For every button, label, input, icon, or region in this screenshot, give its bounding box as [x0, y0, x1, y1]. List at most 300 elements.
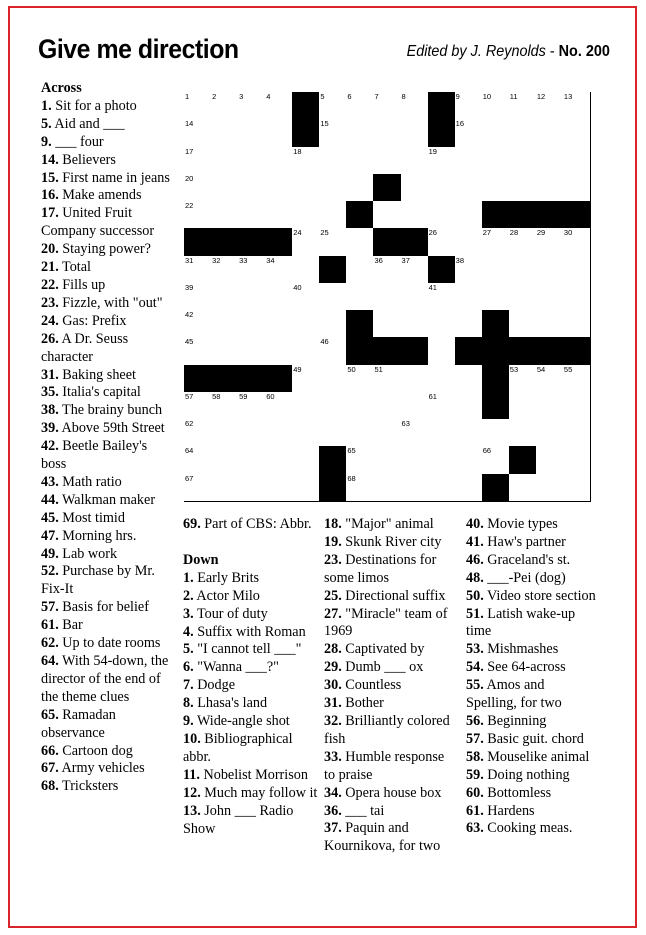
clue	[324, 713, 456, 749]
grid-cell[interactable]	[428, 446, 456, 474]
cell-number: 33	[239, 255, 248, 265]
grid-cell[interactable]	[319, 419, 347, 447]
grid-cell[interactable]	[536, 446, 564, 474]
black-square	[211, 365, 239, 393]
black-square	[346, 310, 374, 338]
grid-cell[interactable]	[373, 92, 401, 120]
grid-cell[interactable]	[455, 92, 483, 120]
clue-number: 46.	[466, 551, 484, 568]
grid-cell[interactable]	[211, 256, 239, 284]
grid-cell[interactable]	[373, 446, 401, 474]
grid-cell[interactable]	[563, 365, 591, 393]
clue-number: 4.	[183, 623, 194, 640]
grid-cell[interactable]	[346, 256, 374, 284]
clue-number: 31.	[324, 695, 342, 712]
grid-cell[interactable]	[401, 392, 429, 420]
grid-cell[interactable]	[265, 446, 293, 474]
grid-cell[interactable]	[319, 119, 347, 147]
grid-cell[interactable]	[373, 310, 401, 338]
grid-cell[interactable]	[455, 283, 483, 311]
clue-number: 36.	[324, 802, 342, 819]
grid-cell[interactable]	[184, 201, 212, 229]
grid-cell[interactable]	[319, 283, 347, 311]
cell-number: 16	[455, 119, 464, 129]
grid-cell[interactable]	[265, 419, 293, 447]
grid-cell[interactable]	[319, 174, 347, 202]
grid-cell[interactable]	[346, 392, 374, 420]
clue-text: Dumb ___ ox	[345, 659, 424, 676]
grid-cell[interactable]	[455, 310, 483, 338]
grid-cell[interactable]	[238, 337, 266, 365]
grid-cell[interactable]	[373, 256, 401, 284]
grid-cell[interactable]	[238, 474, 266, 502]
clue-number: 32.	[324, 712, 342, 729]
grid-cell[interactable]	[292, 474, 320, 502]
down-clues-column-4	[466, 516, 596, 838]
clue-number: 58.	[466, 748, 484, 765]
cell-number: 37	[401, 255, 410, 265]
clue	[41, 635, 173, 653]
grid-cell[interactable]	[292, 147, 320, 175]
clue-text: Up to date rooms	[62, 635, 161, 652]
grid-cell[interactable]	[536, 256, 564, 284]
grid-cell[interactable]	[428, 337, 456, 365]
clue-text: Doing nothing	[487, 766, 570, 783]
grid-cell[interactable]	[292, 201, 320, 229]
grid-cell[interactable]	[373, 365, 401, 393]
grid-cell[interactable]	[265, 201, 293, 229]
grid-cell[interactable]	[346, 365, 374, 393]
clue	[183, 516, 319, 534]
grid-cell[interactable]	[401, 119, 429, 147]
cell-number: 65	[347, 446, 356, 456]
grid-cell[interactable]	[509, 283, 537, 311]
grid-cell[interactable]	[346, 446, 374, 474]
grid-cell[interactable]	[265, 283, 293, 311]
grid-cell[interactable]	[563, 256, 591, 284]
clue-number: 64.	[41, 653, 59, 669]
cell-number: 42	[185, 310, 194, 320]
grid-cell[interactable]	[509, 228, 537, 256]
clue-number: 20.	[41, 241, 59, 258]
black-square	[319, 474, 347, 502]
grid-cell[interactable]	[536, 228, 564, 256]
grid-cell[interactable]	[509, 256, 537, 284]
grid-cell[interactable]	[455, 119, 483, 147]
black-square	[509, 446, 537, 474]
grid-cell[interactable]	[509, 474, 537, 502]
grid-cell[interactable]	[292, 283, 320, 311]
grid-cell[interactable]	[563, 474, 591, 502]
clue-number: 63.	[466, 820, 484, 837]
clues-column-2	[183, 516, 319, 838]
black-square	[509, 337, 537, 365]
grid-cell[interactable]	[455, 147, 483, 175]
grid-cell[interactable]	[238, 310, 266, 338]
clue-number: 6.	[183, 659, 194, 676]
black-square	[536, 201, 564, 229]
grid-cell[interactable]	[319, 310, 347, 338]
grid-cell[interactable]	[238, 283, 266, 311]
grid-cell[interactable]	[563, 310, 591, 338]
grid-cell[interactable]	[563, 419, 591, 447]
grid-cell[interactable]	[455, 256, 483, 284]
grid-cell[interactable]	[319, 337, 347, 365]
grid-cell[interactable]	[211, 147, 239, 175]
grid-cell[interactable]	[455, 474, 483, 502]
grid-cell[interactable]	[211, 474, 239, 502]
grid-cell[interactable]	[238, 147, 266, 175]
grid-cell[interactable]	[265, 174, 293, 202]
black-square	[346, 201, 374, 229]
clue	[183, 785, 319, 803]
grid-cell[interactable]	[184, 446, 212, 474]
grid-cell[interactable]	[211, 310, 239, 338]
cell-number: 6	[347, 92, 352, 101]
clue-number: 1.	[41, 97, 52, 114]
grid-cell[interactable]	[346, 92, 374, 120]
clue-number: 2.	[183, 587, 194, 604]
grid-cell[interactable]	[292, 337, 320, 365]
clue-text: Captivated by	[345, 641, 425, 658]
grid-cell[interactable]	[509, 147, 537, 175]
grid-cell[interactable]	[346, 283, 374, 311]
grid-cell[interactable]	[184, 92, 212, 120]
grid-cell[interactable]	[428, 474, 456, 502]
clue-text: Basis for belief	[62, 599, 149, 616]
grid-cell[interactable]	[292, 228, 320, 256]
grid-cell[interactable]	[563, 119, 591, 147]
puzzle-title: Give me direction	[38, 34, 239, 64]
clue	[466, 803, 596, 821]
grid-cell[interactable]	[184, 337, 212, 365]
clue-number: 29.	[324, 659, 342, 676]
grid-cell[interactable]	[184, 310, 212, 338]
clue	[183, 803, 319, 839]
cell-number: 64	[185, 446, 194, 456]
clue	[41, 152, 173, 170]
grid-cell[interactable]	[428, 310, 456, 338]
clue-text: Cartoon dog	[62, 742, 133, 759]
clue-text: Army vehicles	[61, 760, 145, 777]
grid-cell[interactable]	[184, 474, 212, 502]
grid-cell[interactable]	[238, 119, 266, 147]
grid-cell[interactable]	[211, 392, 239, 420]
clue-number: 65.	[41, 706, 59, 723]
clue-text: Countless	[345, 677, 402, 694]
clue-text: Wide-angle shot	[196, 713, 290, 730]
grid-cell[interactable]	[292, 174, 320, 202]
black-square	[401, 228, 429, 256]
clue-number: 50.	[466, 587, 484, 604]
cell-number: 57	[185, 391, 194, 401]
grid-cell[interactable]	[455, 365, 483, 393]
black-square	[455, 337, 483, 365]
cell-number: 50	[347, 364, 356, 374]
clue-number: 51.	[466, 605, 484, 622]
clue-number: 11.	[183, 766, 200, 783]
clue	[324, 677, 456, 695]
grid-cell[interactable]	[265, 147, 293, 175]
clue-text: Ramadan observance	[41, 706, 116, 741]
cell-number: 59	[239, 391, 248, 401]
grid-cell[interactable]	[455, 392, 483, 420]
grid-cell[interactable]	[373, 392, 401, 420]
clue-text: Nobelist Morrison	[203, 766, 308, 783]
grid-cell[interactable]	[536, 174, 564, 202]
clue-number: 25.	[324, 587, 342, 604]
grid-cell[interactable]	[536, 147, 564, 175]
grid-cell[interactable]	[455, 201, 483, 229]
clue	[41, 474, 173, 492]
grid-cell[interactable]	[211, 92, 239, 120]
grid-cell[interactable]	[455, 228, 483, 256]
clue	[41, 170, 173, 188]
grid-cell[interactable]	[292, 419, 320, 447]
clue-text: Bibliographical abbr.	[183, 730, 293, 765]
grid-cell[interactable]	[265, 337, 293, 365]
grid-cell[interactable]	[346, 228, 374, 256]
grid-cell[interactable]	[509, 392, 537, 420]
grid-cell[interactable]	[238, 174, 266, 202]
clue-text: Haw's partner	[487, 533, 566, 550]
clue	[41, 295, 173, 313]
grid-cell[interactable]	[509, 365, 537, 393]
grid-cell[interactable]	[211, 446, 239, 474]
grid-cell[interactable]	[346, 419, 374, 447]
grid-cell[interactable]	[482, 228, 510, 256]
grid-cell[interactable]	[346, 119, 374, 147]
grid-cell[interactable]	[428, 201, 456, 229]
clue	[41, 743, 173, 761]
grid-cell[interactable]	[401, 419, 429, 447]
grid-cell[interactable]	[482, 174, 510, 202]
grid-cell[interactable]	[428, 147, 456, 175]
clue-number: 52.	[41, 563, 59, 580]
grid-cell[interactable]	[482, 419, 510, 447]
grid-cell[interactable]	[319, 228, 347, 256]
clue-number: 5.	[183, 641, 194, 658]
clue-text: Much may follow it	[204, 784, 318, 801]
grid-cell[interactable]	[211, 201, 239, 229]
clue-number: 19.	[324, 533, 342, 550]
grid-cell[interactable]	[184, 119, 212, 147]
grid-cell[interactable]	[211, 419, 239, 447]
clue-text: "Major" animal	[345, 516, 434, 532]
grid-cell[interactable]	[509, 174, 537, 202]
grid-cell[interactable]	[401, 446, 429, 474]
clue	[41, 241, 173, 259]
grid-cell[interactable]	[265, 474, 293, 502]
grid-cell[interactable]	[292, 365, 320, 393]
grid-cell[interactable]	[319, 201, 347, 229]
grid-cell[interactable]	[265, 92, 293, 120]
grid-cell[interactable]	[509, 92, 537, 120]
grid-cell[interactable]	[184, 147, 212, 175]
grid-cell[interactable]	[238, 92, 266, 120]
grid-cell[interactable]	[292, 310, 320, 338]
grid-cell[interactable]	[238, 201, 266, 229]
grid-cell[interactable]	[184, 174, 212, 202]
grid-cell[interactable]	[373, 283, 401, 311]
clue	[41, 187, 173, 205]
grid-cell[interactable]	[428, 419, 456, 447]
grid-cell[interactable]	[455, 174, 483, 202]
grid-cell[interactable]	[401, 201, 429, 229]
clue-number: 17.	[41, 205, 59, 222]
grid-cell[interactable]	[563, 228, 591, 256]
grid-cell[interactable]	[536, 392, 564, 420]
grid-cell[interactable]	[536, 365, 564, 393]
clue-text: Directional suffix	[345, 587, 446, 604]
grid-cell[interactable]	[319, 147, 347, 175]
clue	[324, 588, 456, 606]
grid-cell[interactable]	[319, 392, 347, 420]
grid-cell[interactable]	[428, 228, 456, 256]
clue-number: 5.	[41, 115, 52, 132]
clue	[183, 624, 319, 642]
clue	[324, 749, 456, 785]
cell-number: 40	[293, 282, 302, 292]
cell-number: 30	[563, 228, 573, 238]
grid-cell[interactable]	[482, 92, 510, 120]
grid-cell[interactable]	[184, 256, 212, 284]
grid-cell[interactable]	[509, 419, 537, 447]
grid-cell[interactable]	[401, 92, 429, 120]
grid-cell[interactable]	[482, 256, 510, 284]
grid-cell[interactable]	[401, 256, 429, 284]
grid-cell[interactable]	[428, 365, 456, 393]
clue-number: 14.	[41, 151, 59, 168]
grid-cell[interactable]	[373, 147, 401, 175]
black-square	[184, 228, 212, 256]
clue-text: Lab work	[62, 545, 118, 562]
clue	[183, 606, 319, 624]
clue	[466, 516, 596, 534]
clue	[466, 713, 596, 731]
grid-cell[interactable]	[184, 392, 212, 420]
clue	[41, 617, 173, 635]
grid-cell[interactable]	[509, 310, 537, 338]
black-square	[482, 392, 510, 420]
grid-cell[interactable]	[455, 419, 483, 447]
clue-number: 1.	[183, 569, 194, 586]
grid-cell[interactable]	[184, 419, 212, 447]
clue-text: Latish wake-up time	[466, 605, 576, 640]
grid-cell[interactable]	[536, 119, 564, 147]
clue	[324, 516, 456, 534]
grid-cell[interactable]	[401, 283, 429, 311]
grid-cell[interactable]	[238, 446, 266, 474]
clue-text: ___ tai	[345, 802, 385, 819]
grid-cell[interactable]	[211, 283, 239, 311]
clue-number: 8.	[183, 695, 194, 712]
grid-cell[interactable]	[346, 474, 374, 502]
grid-cell[interactable]	[238, 392, 266, 420]
grid-cell[interactable]	[563, 92, 591, 120]
clue-text: Believers	[62, 151, 116, 168]
clue-text: Staying power?	[62, 241, 151, 258]
black-square	[346, 337, 374, 365]
grid-cell[interactable]	[563, 147, 591, 175]
black-square	[319, 446, 347, 474]
clue	[324, 641, 456, 659]
grid-cell[interactable]	[536, 92, 564, 120]
clue-text: Paquin and Kournikova, for two	[324, 820, 441, 855]
grid-cell[interactable]	[319, 92, 347, 120]
grid-cell[interactable]	[373, 419, 401, 447]
clue-text: Morning hrs.	[62, 527, 137, 544]
clue-number: 68.	[41, 778, 59, 795]
clue-text: Tour of duty	[196, 605, 268, 622]
grid-cell[interactable]	[563, 446, 591, 474]
grid-cell[interactable]	[536, 283, 564, 311]
black-square	[428, 256, 456, 284]
clue-text: "I cannot tell ___"	[197, 641, 302, 658]
grid-cell[interactable]	[401, 174, 429, 202]
black-square	[563, 337, 591, 365]
grid-cell[interactable]	[401, 474, 429, 502]
grid-cell[interactable]	[536, 310, 564, 338]
grid-cell[interactable]	[238, 256, 266, 284]
grid-cell[interactable]	[265, 392, 293, 420]
grid-cell[interactable]	[319, 365, 347, 393]
grid-cell[interactable]	[292, 392, 320, 420]
grid-cell[interactable]	[428, 392, 456, 420]
clue-number: 54.	[466, 659, 484, 676]
grid-cell[interactable]	[563, 392, 591, 420]
grid-cell[interactable]	[265, 310, 293, 338]
grid-cell[interactable]	[563, 283, 591, 311]
grid-cell[interactable]	[536, 419, 564, 447]
clue	[41, 546, 173, 564]
grid-cell[interactable]	[563, 174, 591, 202]
grid-cell[interactable]	[373, 119, 401, 147]
grid-cell[interactable]	[401, 147, 429, 175]
grid-cell[interactable]	[373, 474, 401, 502]
clue-number: 31.	[41, 366, 59, 383]
grid-cell[interactable]	[401, 365, 429, 393]
grid-cell[interactable]	[509, 119, 537, 147]
grid-cell[interactable]	[428, 283, 456, 311]
grid-cell[interactable]	[292, 446, 320, 474]
grid-cell[interactable]	[238, 419, 266, 447]
grid-cell[interactable]	[536, 474, 564, 502]
grid-cell[interactable]	[482, 283, 510, 311]
grid-cell[interactable]	[211, 337, 239, 365]
clue	[466, 570, 596, 588]
clue-number: 47.	[41, 527, 59, 544]
grid-cell[interactable]	[184, 283, 212, 311]
grid-cell[interactable]	[373, 201, 401, 229]
grid-cell[interactable]	[401, 310, 429, 338]
clue-number: 61.	[41, 617, 59, 634]
grid-cell[interactable]	[482, 119, 510, 147]
grid-cell[interactable]	[211, 174, 239, 202]
black-square	[401, 337, 429, 365]
grid-cell[interactable]	[265, 256, 293, 284]
clue-text: Suffix with Roman	[197, 623, 306, 640]
grid-cell[interactable]	[265, 119, 293, 147]
grid-cell[interactable]	[292, 256, 320, 284]
grid-cell[interactable]	[428, 174, 456, 202]
grid-cell[interactable]	[346, 147, 374, 175]
grid-cell[interactable]	[211, 119, 239, 147]
grid-cell[interactable]	[346, 174, 374, 202]
grid-cell[interactable]	[482, 147, 510, 175]
grid-cell[interactable]	[455, 446, 483, 474]
grid-cell[interactable]	[482, 446, 510, 474]
